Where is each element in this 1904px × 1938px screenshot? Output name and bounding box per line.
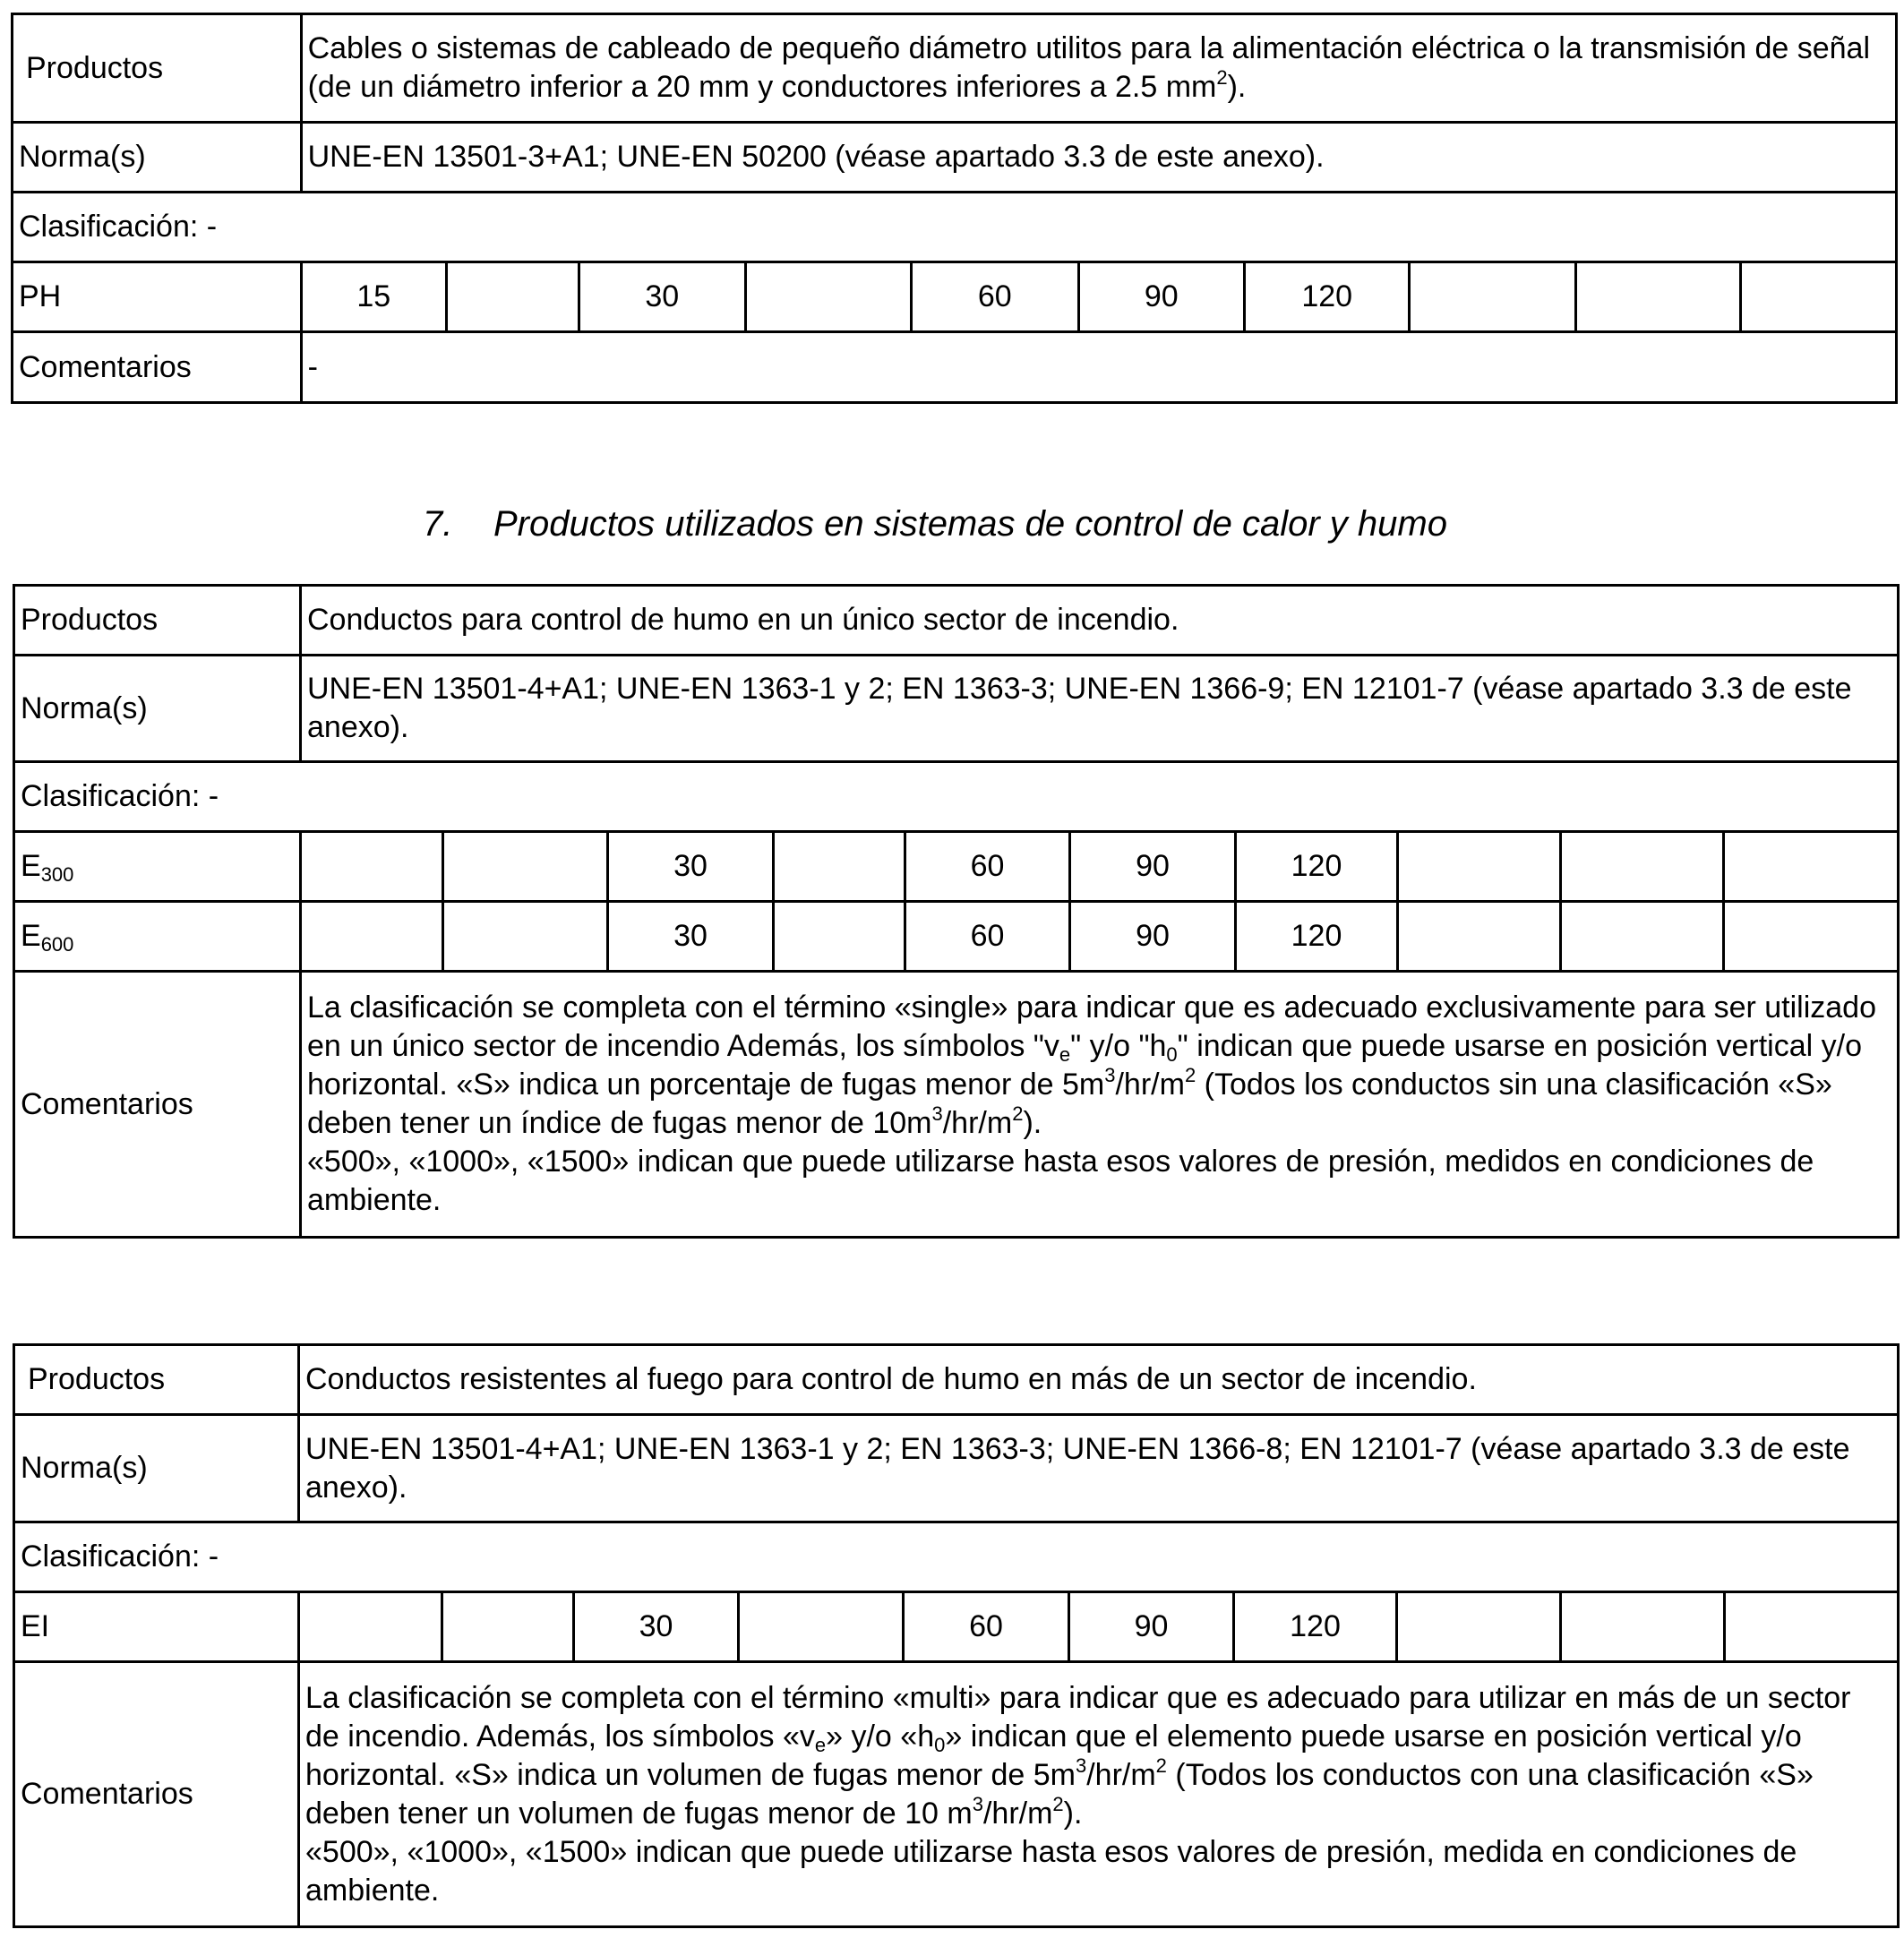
e300-cell: 120 bbox=[1236, 832, 1398, 902]
clasificacion-row bbox=[14, 762, 1899, 832]
productos-value: Conductos para control de humo en un único sector de incendio. bbox=[301, 586, 1899, 656]
productos-value: Cables o sistemas de cableado de pequeño diámetro utilitos para la alimentación eléctrica o la transmisión de señal (de un diámetro inferior a 20 mm y conductores inferiores a 2.5 $mm^2$). bbox=[301, 14, 1896, 123]
productos-label: Productos bbox=[14, 586, 301, 656]
ph-cell bbox=[1575, 262, 1740, 332]
normas-label: Norma(s) bbox=[14, 1415, 299, 1522]
ei-cell: 30 bbox=[574, 1592, 739, 1662]
ei-cell bbox=[299, 1592, 442, 1662]
e300-cell bbox=[443, 832, 608, 902]
ei-cell bbox=[1725, 1592, 1899, 1662]
section-number: 7. bbox=[423, 504, 453, 544]
comentarios-value: - bbox=[301, 332, 1896, 403]
e300-cell bbox=[301, 832, 443, 902]
ei-cell bbox=[739, 1592, 904, 1662]
single-sector-ducts-table bbox=[13, 584, 1900, 1239]
ph-cell bbox=[745, 262, 911, 332]
ph-cell bbox=[1741, 262, 1897, 332]
ph-cell: 120 bbox=[1244, 262, 1409, 332]
normas-value: UNE-EN 13501-3+A1; UNE-EN 50200 (véase apartado 3.3 de este anexo). bbox=[301, 123, 1896, 193]
multi-sector-ducts-table bbox=[13, 1343, 1900, 1928]
e300-cell: 90 bbox=[1070, 832, 1236, 902]
productos-row bbox=[13, 14, 1897, 123]
clasificacion-label: Clasificación: - bbox=[13, 193, 1897, 262]
normas-label: Norma(s) bbox=[13, 123, 302, 193]
e600-cell: 120 bbox=[1236, 902, 1398, 972]
e600-row bbox=[14, 902, 1899, 972]
clasificacion-label: Clasificación: - bbox=[14, 762, 1899, 832]
e600-cell bbox=[1398, 902, 1561, 972]
e300-cell: 60 bbox=[905, 832, 1070, 902]
ph-cell: 15 bbox=[301, 262, 446, 332]
ei-cell: 60 bbox=[904, 1592, 1069, 1662]
productos-row bbox=[14, 1345, 1899, 1415]
e300-cell: 30 bbox=[608, 832, 774, 902]
comentarios-row bbox=[13, 332, 1897, 403]
e600-cell bbox=[774, 902, 905, 972]
ph-cell bbox=[446, 262, 579, 332]
e300-cell bbox=[1561, 832, 1724, 902]
comentarios-value: La clasificación se completa con el término «single» para indicar que es adecuado exclusivamente para ser utilizado en un único sector de incendio Además, los símbolos "$v_e$" y/o "$h_0$" indican que puede usarse en posición vertical y/o horizontal. «S» indica un porcentaje de fugas menor de $5m^3/hr/m^2$ (Todos los conductos sin una clasificación «S» deben tener un índice de fugas menor de $10m^3/hr/m^2$). «500», «1000», «1500» indican que puede utilizarse hasta esos valores de presión, medidos en condiciones de ambiente. bbox=[301, 972, 1899, 1238]
section-title-text: Productos utilizados en sistemas de control de calor y humo bbox=[493, 504, 1447, 544]
ph-cell: 90 bbox=[1078, 262, 1244, 332]
productos-value: Conductos resistentes al fuego para control de humo en más de un sector de incendio. bbox=[299, 1345, 1899, 1415]
ei-label: EI bbox=[14, 1592, 299, 1662]
ei-cell: 120 bbox=[1234, 1592, 1397, 1662]
normas-row bbox=[14, 656, 1899, 762]
comentarios-label: Comentarios bbox=[13, 332, 302, 403]
ph-row bbox=[13, 262, 1897, 332]
productos-row bbox=[14, 586, 1899, 656]
normas-row bbox=[14, 1415, 1899, 1522]
normas-label: Norma(s) bbox=[14, 656, 301, 762]
ei-cell bbox=[1397, 1592, 1561, 1662]
ph-cell: 60 bbox=[912, 262, 1078, 332]
e600-cell bbox=[443, 902, 608, 972]
comentarios-row bbox=[14, 1662, 1899, 1927]
comentarios-row bbox=[14, 972, 1899, 1238]
clasificacion-row bbox=[13, 193, 1897, 262]
ph-label: PH bbox=[13, 262, 302, 332]
e600-cell bbox=[1561, 902, 1724, 972]
e300-cell bbox=[1398, 832, 1561, 902]
cables-table bbox=[11, 13, 1898, 404]
comentarios-label: Comentarios bbox=[14, 1662, 299, 1927]
ph-cell: 30 bbox=[579, 262, 745, 332]
section-heading bbox=[423, 504, 1447, 545]
e300-cell bbox=[1724, 832, 1899, 902]
normas-value: UNE-EN 13501-4+A1; UNE-EN 1363-1 y 2; EN 1363-3; UNE-EN 1366-8; EN 12101-7 (véase apartado 3.3 de este anexo). bbox=[299, 1415, 1899, 1522]
clasificacion-row bbox=[14, 1522, 1899, 1592]
productos-label: Productos bbox=[14, 1345, 299, 1415]
e300-cell bbox=[774, 832, 905, 902]
e600-cell: 30 bbox=[608, 902, 774, 972]
ei-cell: 90 bbox=[1069, 1592, 1234, 1662]
comentarios-label: Comentarios bbox=[14, 972, 301, 1238]
e600-cell: 60 bbox=[905, 902, 1070, 972]
ei-cell bbox=[1561, 1592, 1725, 1662]
ph-cell bbox=[1410, 262, 1575, 332]
e600-cell bbox=[1724, 902, 1899, 972]
e300-label: $E_{300}$ bbox=[14, 832, 301, 902]
clasificacion-label: Clasificación: - bbox=[14, 1522, 1899, 1592]
ei-cell bbox=[442, 1592, 574, 1662]
normas-row bbox=[13, 123, 1897, 193]
e300-row bbox=[14, 832, 1899, 902]
productos-label: Productos bbox=[13, 14, 302, 123]
e600-cell bbox=[301, 902, 443, 972]
e600-label: $E_{600}$ bbox=[14, 902, 301, 972]
normas-value: UNE-EN 13501-4+A1; UNE-EN 1363-1 y 2; EN 1363-3; UNE-EN 1366-9; EN 12101-7 (véase apartado 3.3 de este anexo). bbox=[301, 656, 1899, 762]
comentarios-value: La clasificación se completa con el término «multi» para indicar que es adecuado para utilizar en más de un sector de incendio. Además, los símbolos «$v_e$» y/o «$h_0$» indican que el elemento puede usarse en posición vertical y/o horizontal. «S» indica un volumen de fugas menor de $5m^3/hr/m^2$ (Todos los conductos con una clasificación «S» deben tener un volumen de fugas menor de 10 $m^3/hr/m^2$). «500», «1000», «1500» indican que puede utilizarse hasta esos valores de presión, medida en condiciones de ambiente. bbox=[299, 1662, 1899, 1927]
e600-cell: 90 bbox=[1070, 902, 1236, 972]
ei-row bbox=[14, 1592, 1899, 1662]
